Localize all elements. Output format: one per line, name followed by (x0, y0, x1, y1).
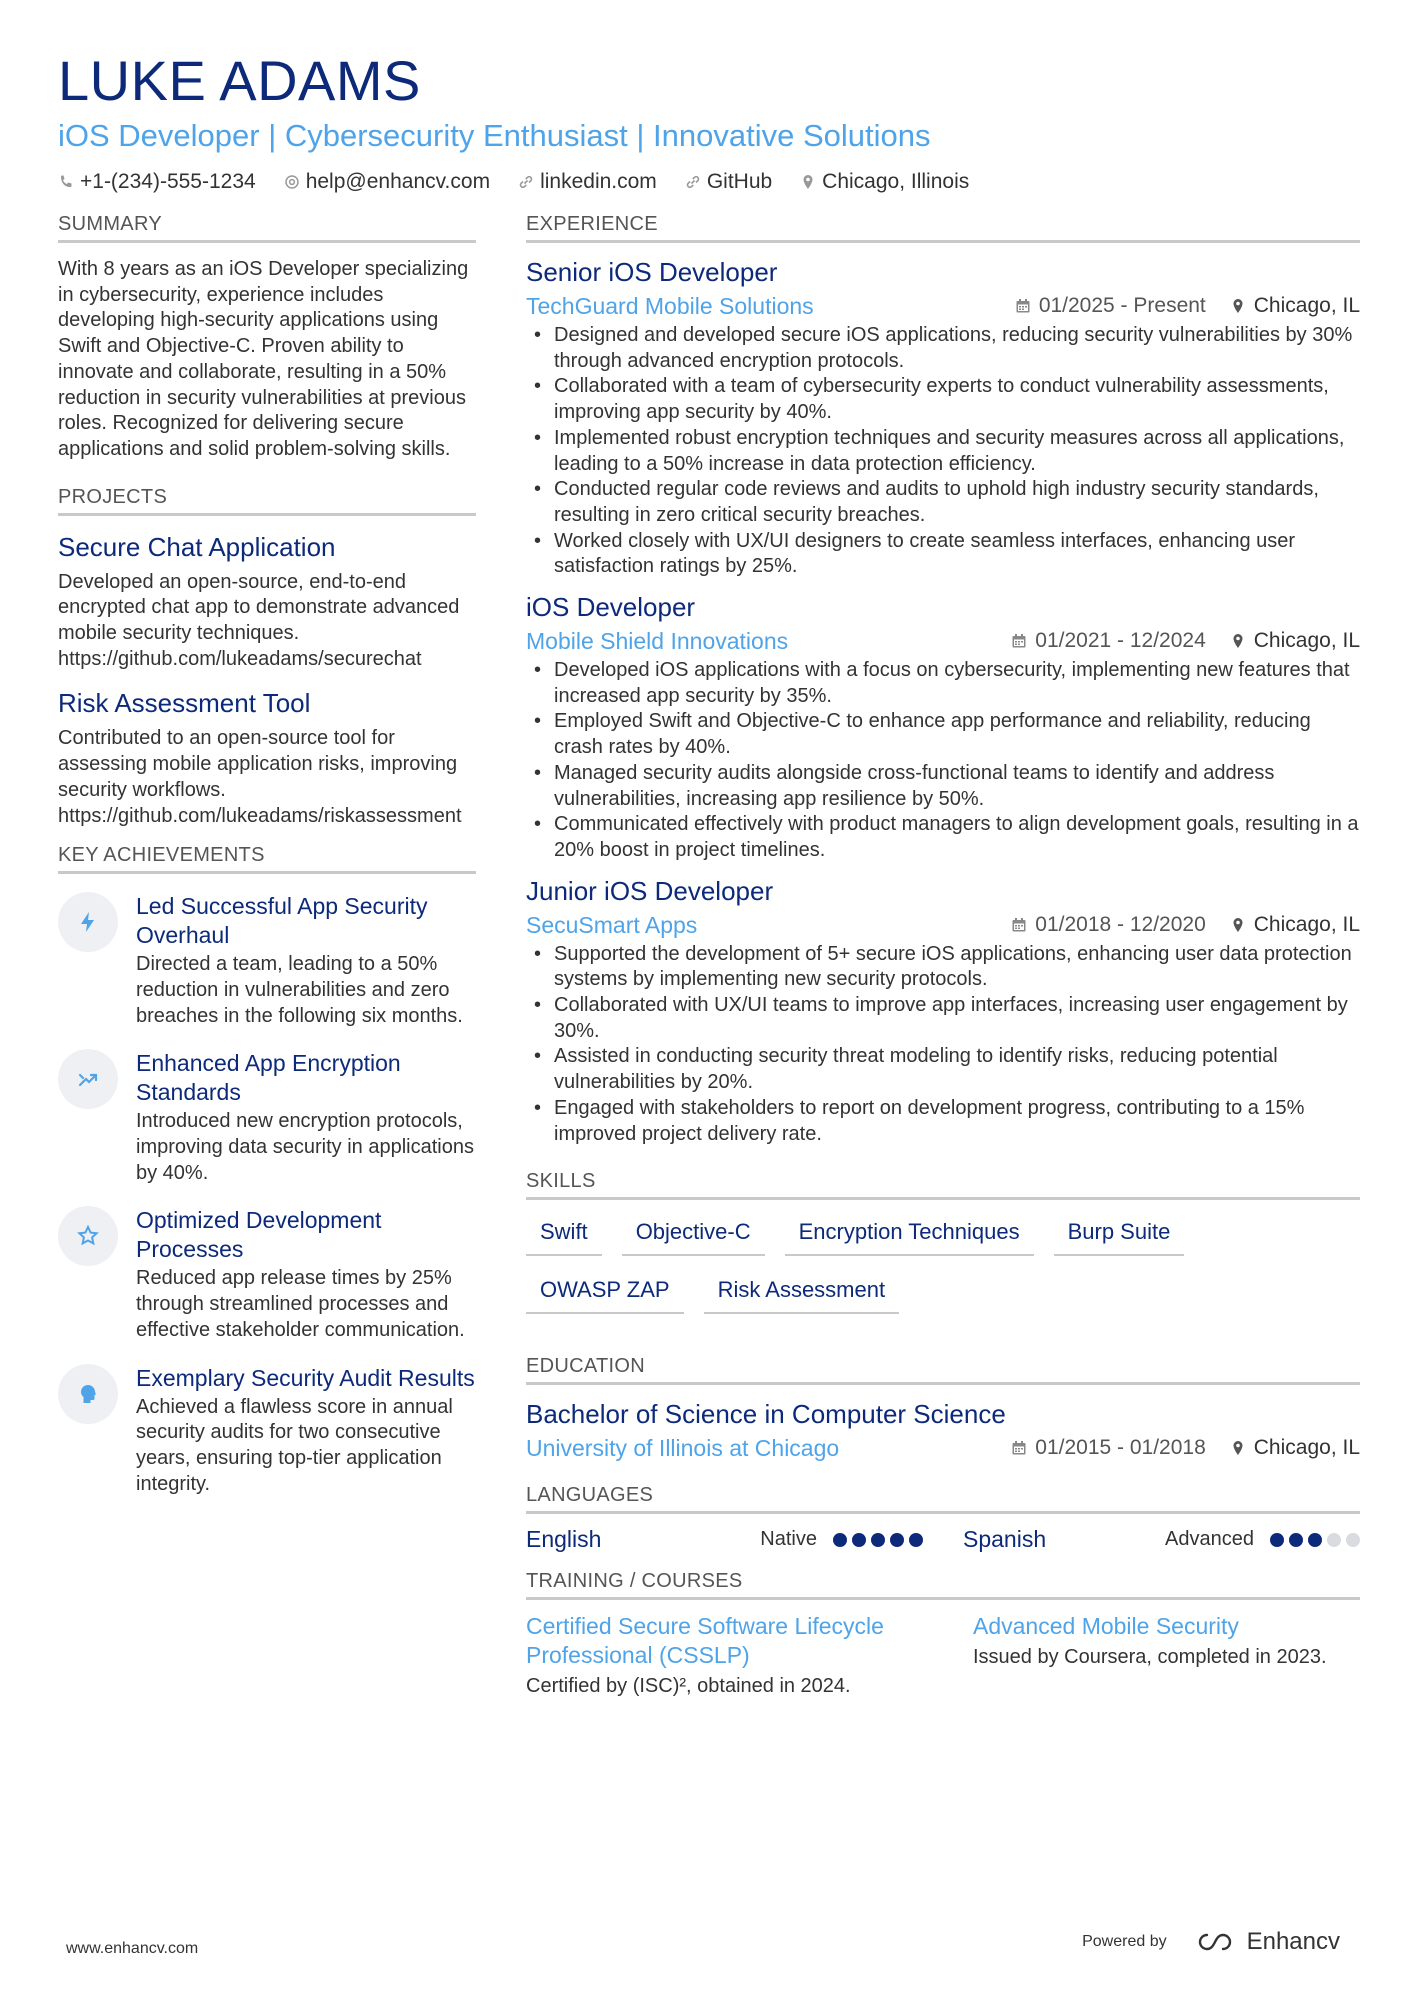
contact-email[interactable] (284, 170, 490, 194)
achievement-text: Achieved a flawless score in annual security audits for two consecutive years, ensuring top-tier application integrity. (136, 1395, 453, 1495)
map-pin-icon (1230, 917, 1246, 933)
link-icon (518, 174, 534, 190)
candidate-tagline: iOS Developer | Cybersecurity Enthusiast | Innovative Solutions (58, 118, 931, 153)
job-bullets (526, 942, 1360, 1148)
location-text: Chicago, IL (1253, 1436, 1360, 1460)
job-bullets (526, 658, 1360, 864)
map-pin-icon (800, 174, 816, 190)
calendar-icon (1011, 917, 1027, 933)
contact-bar (58, 170, 1358, 194)
phone-icon (58, 174, 74, 190)
contact-linkedin[interactable] (518, 170, 657, 194)
projects-section (58, 485, 476, 830)
location-text: Chicago, IL (1253, 629, 1360, 653)
language-level: Native (760, 1528, 817, 1551)
footer-website[interactable]: www.enhancv.com (66, 1940, 199, 1957)
section-title: EDUCATION (526, 1354, 1360, 1385)
bullet-item: • Assisted in conducting security threat modeling to identify risks, reducing potential vulnerabilities by 20%. (526, 1044, 1360, 1095)
skill-tag: Risk Assessment (704, 1270, 900, 1314)
project-title: Secure Chat Application (58, 531, 336, 562)
section-title: KEY ACHIEVEMENTS (58, 843, 476, 874)
project-title: Risk Assessment Tool (58, 688, 311, 719)
email-text: help@enhancv.com (305, 170, 491, 193)
achievements-section (58, 843, 476, 1497)
section-title: SKILLS (526, 1169, 1360, 1200)
skill-tag: Burp Suite (1054, 1212, 1185, 1256)
bullet-item: • Developed iOS applications with a focus on cybersecurity, implementing new features that increased app security by 35%. (526, 658, 1360, 709)
rating-dot (1308, 1533, 1322, 1547)
language-name: English (526, 1526, 602, 1553)
achievement-icon-wrap (58, 1206, 118, 1266)
location-text: Chicago, IL (1253, 912, 1360, 936)
language-name: Spanish (963, 1526, 1047, 1553)
rating-dot (1346, 1533, 1360, 1547)
rating-dot (1270, 1533, 1284, 1547)
language-item (526, 1526, 923, 1553)
rating-dot (890, 1533, 904, 1547)
powered-by-text: Powered by (1082, 1933, 1167, 1950)
course-title: Certified Secure Software Lifecycle Professional (CSSLP) (526, 1613, 884, 1669)
courses-list (526, 1612, 1360, 1700)
job-title: Junior iOS Developer (526, 875, 774, 906)
language-item (963, 1526, 1360, 1553)
dates-text: 01/2018 - 12/2020 (1035, 912, 1206, 936)
achievement-title: Led Successful App Security Overhaul (136, 893, 428, 949)
job-dates (1011, 913, 1205, 937)
bullet-item: • Designed and developed secure iOS applications, reducing security vulnerabilities by 30% through advanced encryption protocols. (526, 323, 1360, 374)
at-icon (284, 174, 300, 190)
skills-section (526, 1169, 1360, 1314)
bullet-item: • Worked closely with UX/UI designers to create seamless interfaces, enhancing user satisfaction ratings by 25%. (526, 529, 1360, 580)
calendar-icon (1011, 633, 1027, 649)
map-pin-icon (1230, 1440, 1246, 1456)
map-pin-icon (1230, 298, 1246, 314)
job-company: Mobile Shield Innovations (526, 628, 789, 655)
calendar-icon (1011, 1440, 1027, 1456)
contact-phone (58, 170, 256, 194)
contact-github[interactable] (685, 170, 772, 194)
experience-section (526, 212, 1360, 1147)
job-title: iOS Developer (526, 592, 696, 623)
brand-name: Enhancv (1246, 1928, 1340, 1955)
job-location (1230, 913, 1360, 937)
job-entry (526, 874, 1360, 1148)
left-column (58, 212, 476, 1517)
dates-text: 01/2015 - 01/2018 (1035, 1436, 1206, 1460)
linkedin-text: linkedin.com (540, 170, 657, 193)
school-name: University of Illinois at Chicago (526, 1435, 840, 1462)
achievement-icon-wrap (58, 1049, 118, 1109)
rating-dot (1327, 1533, 1341, 1547)
job-bullets (526, 323, 1360, 580)
achievement-item (58, 1206, 476, 1343)
achievement-title: Enhanced App Encryption Standards (136, 1050, 401, 1106)
star-icon (76, 1224, 100, 1248)
education-section (526, 1354, 1360, 1463)
job-dates (1011, 629, 1205, 653)
bullet-item: • Employed Swift and Objective-C to enhance app performance and reliability, reducing crash rates by 40%. (526, 709, 1360, 760)
brand-logo[interactable] (1193, 1928, 1340, 1956)
project-link[interactable]: https://github.com/lukeadams/riskassessment (58, 804, 462, 827)
bullet-item: • Conducted regular code reviews and audits to uphold high industry security standards, resulting in zero critical security breaches. (526, 477, 1360, 528)
course-item (526, 1612, 913, 1700)
achievement-title: Optimized Development Processes (136, 1207, 382, 1263)
course-detail: Issued by Coursera, completed in 2023. (973, 1646, 1327, 1669)
degree-title: Bachelor of Science in Computer Science (526, 1399, 1006, 1430)
phone-text: +1-(234)-555-1234 (80, 170, 256, 193)
contact-location (800, 170, 969, 194)
dates-text: 01/2025 - Present (1038, 294, 1206, 317)
achievement-text: Directed a team, leading to a 50% reduction in vulnerabilities and zero breaches in the following six months. (136, 953, 463, 1027)
bullet-item: • Collaborated with UX/UI teams to improve app interfaces, increasing user engagement by 30%. (526, 993, 1360, 1044)
summary-section (58, 212, 476, 463)
achievement-icon-wrap (58, 1364, 118, 1424)
section-title: LANGUAGES (526, 1483, 1360, 1514)
skill-tag: OWASP ZAP (526, 1270, 684, 1314)
head-icon (76, 1382, 100, 1406)
course-item (973, 1612, 1360, 1700)
job-title: Senior iOS Developer (526, 257, 778, 287)
dates-text: 01/2021 - 12/2024 (1035, 629, 1206, 653)
location-text: Chicago, IL (1253, 294, 1360, 317)
summary-text: With 8 years as an iOS Developer specializing in cybersecurity, experience includes developing high-security applications using Swift and Objective-C. Proven ability to innovate and collaborate, resulting in a 50% reduction in security vulnerabilities at previous roles. Recognized for delivering secure applications and solid problem-solving skills. (58, 258, 469, 460)
course-detail: Certified by (ISC)², obtained in 2024. (526, 1675, 851, 1698)
education-dates (1011, 1436, 1205, 1460)
map-pin-icon (1230, 633, 1246, 649)
skill-tag: Encryption Techniques (785, 1212, 1034, 1256)
languages-list (526, 1526, 1360, 1553)
rating-dot (909, 1533, 923, 1547)
footer-branding (1082, 1928, 1340, 1956)
calendar-icon (1015, 298, 1031, 314)
achievement-title: Exemplary Security Audit Results (136, 1364, 475, 1391)
achievement-icon-wrap (58, 892, 118, 952)
achievement-item (58, 892, 476, 1029)
trend-icon (76, 1067, 100, 1091)
project-description: Contributed to an open-source tool for assessing mobile application risks, improving security workflows. (58, 727, 458, 801)
bullet-item: • Supported the development of 5+ secure iOS applications, enhancing user data protection systems by implementing new security protocols. (526, 942, 1360, 993)
section-title: SUMMARY (58, 212, 476, 243)
achievement-item (58, 1049, 476, 1186)
rating-dot (871, 1533, 885, 1547)
achievement-text: Reduced app release times by 25% through streamlined processes and effective stakeholder communication. (136, 1267, 465, 1341)
bullet-item: • Collaborated with a team of cybersecurity experts to conduct vulnerability assessments, improving app security by 40%. (526, 374, 1360, 425)
education-location (1230, 1436, 1360, 1460)
section-title: EXPERIENCE (526, 212, 1360, 243)
language-rating (1270, 1533, 1360, 1547)
language-rating (833, 1533, 923, 1547)
project-item (58, 686, 476, 829)
rating-dot (833, 1533, 847, 1547)
course-title: Advanced Mobile Security (973, 1613, 1239, 1640)
language-level: Advanced (1165, 1528, 1254, 1551)
github-text: GitHub (706, 170, 773, 193)
achievement-text: Introduced new encryption protocols, improving data security in applications by 40%. (136, 1110, 474, 1184)
bullet-item: • Implemented robust encryption techniques and security measures across all applications, leading to a 50% increase in data protection efficiency. (526, 426, 1360, 477)
rating-dot (852, 1533, 866, 1547)
enhancv-logo-icon (1193, 1931, 1237, 1953)
skill-tag: Objective-C (622, 1212, 765, 1256)
rating-dot (1289, 1533, 1303, 1547)
skills-list (526, 1212, 1360, 1314)
job-location (1230, 294, 1360, 318)
achievement-item (58, 1364, 476, 1498)
location-text: Chicago, Illinois (822, 170, 970, 193)
job-location (1230, 629, 1360, 653)
project-description: Developed an open-source, end-to-end encrypted chat app to demonstrate advanced mobile security techniques. (58, 570, 460, 645)
project-link[interactable]: https://github.com/lukeadams/securechat (58, 647, 422, 670)
languages-section (526, 1483, 1360, 1553)
job-entry (526, 255, 1360, 580)
section-title: PROJECTS (58, 485, 476, 516)
training-section (526, 1569, 1360, 1700)
bolt-icon (76, 910, 100, 934)
section-title: TRAINING / COURSES (526, 1569, 1360, 1600)
candidate-name: LUKE ADAMS (58, 49, 421, 112)
skill-tag: Swift (526, 1212, 602, 1256)
link-icon (685, 174, 701, 190)
right-column (526, 212, 1360, 1700)
project-item (58, 530, 476, 673)
job-entry (526, 590, 1360, 864)
job-company: TechGuard Mobile Solutions (526, 293, 814, 319)
resume-header (58, 48, 1358, 194)
job-company: SecuSmart Apps (526, 911, 698, 938)
bullet-item: • Engaged with stakeholders to report on development progress, contributing to a 15% improved project delivery rate. (526, 1096, 1360, 1147)
bullet-item: • Communicated effectively with product managers to align development goals, resulting in a 20% boost in project timelines. (526, 812, 1360, 863)
bullet-item: • Managed security audits alongside cross-functional teams to identify and address vulnerabilities, increasing app resilience by 50%. (526, 761, 1360, 812)
job-dates (1015, 294, 1206, 318)
